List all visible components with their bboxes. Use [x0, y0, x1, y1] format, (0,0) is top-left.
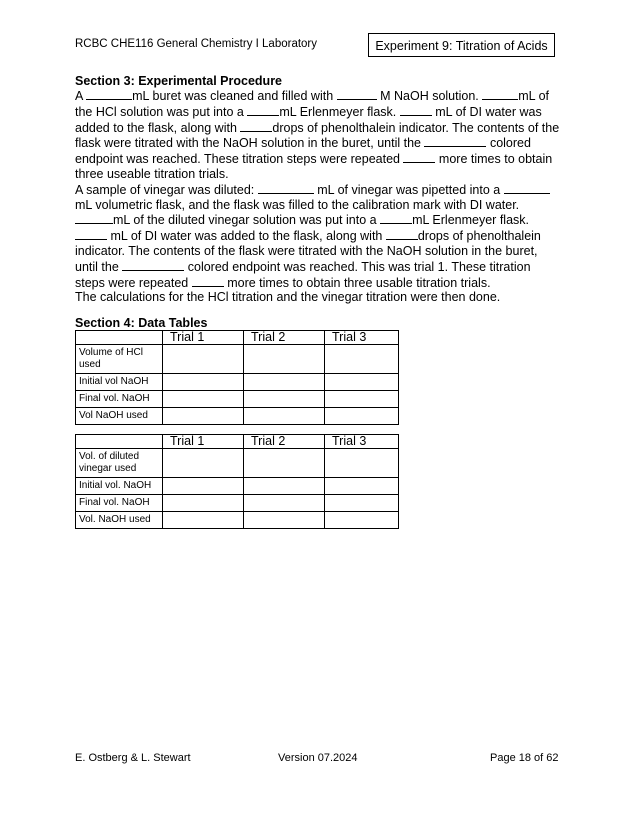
data-cell[interactable]	[244, 495, 325, 512]
data-cell[interactable]	[163, 345, 244, 374]
data-cell[interactable]	[325, 478, 399, 495]
vinegar-data-table	[75, 434, 399, 529]
blank	[337, 88, 377, 100]
text: M NaOH solution.	[376, 89, 483, 103]
row-label: Final vol. NaOH	[76, 391, 163, 408]
data-cell[interactable]	[325, 449, 399, 478]
footer-page-number: Page 18 of 62	[490, 752, 559, 764]
data-cell[interactable]	[325, 391, 399, 408]
blank	[504, 182, 550, 194]
data-cell[interactable]	[244, 345, 325, 374]
header-trial-3: Trial 3	[325, 331, 399, 345]
data-cell[interactable]	[244, 408, 325, 425]
table-row	[76, 449, 399, 478]
row-label: Volume of HCl used	[76, 345, 163, 374]
text: mL of DI water was added to the flask, along with	[75, 104, 542, 135]
blank	[122, 259, 184, 271]
table-row	[76, 374, 399, 391]
data-cell[interactable]	[325, 408, 399, 425]
header-empty-cell	[76, 331, 163, 345]
row-label: Initial vol NaOH	[76, 374, 163, 391]
blank	[247, 104, 279, 116]
blank	[240, 120, 272, 132]
footer-version: Version 07.2024	[278, 752, 358, 764]
data-cell[interactable]	[163, 478, 244, 495]
blank	[192, 275, 224, 287]
table-header-row	[76, 435, 399, 449]
section3-title: Section 3: Experimental Procedure	[75, 74, 283, 88]
section3-procedure	[75, 88, 560, 305]
data-cell[interactable]	[244, 512, 325, 529]
row-label: Vol. NaOH used	[76, 512, 163, 529]
data-cell[interactable]	[325, 495, 399, 512]
blank	[75, 228, 107, 240]
table-header-row	[76, 331, 399, 345]
blank	[424, 135, 486, 147]
text: mL of DI water was added to the flask, along with	[107, 229, 386, 244]
table-row	[76, 345, 399, 374]
data-cell[interactable]	[244, 391, 325, 408]
data-cell[interactable]	[163, 408, 244, 425]
footer-authors: E. Ostberg & L. Stewart	[75, 752, 191, 764]
blank	[380, 212, 412, 224]
data-cell[interactable]	[244, 374, 325, 391]
text: mL buret was cleaned and filled with	[132, 89, 337, 103]
procedure-hcl-paragraph	[75, 88, 560, 182]
blank	[258, 182, 314, 194]
data-cell[interactable]	[244, 449, 325, 478]
data-cell[interactable]	[163, 391, 244, 408]
data-cell[interactable]	[325, 345, 399, 374]
data-cell[interactable]	[163, 512, 244, 529]
header-experiment-box: Experiment 9: Titration of Acids	[368, 33, 555, 57]
text: drops of phenolthalein indicator. The contents of the flask were titrated with the NaOH solution in the buret, until the	[75, 120, 560, 151]
text: colored endpoint was reached. These titration steps were repeated	[75, 136, 531, 167]
procedure-calculations-paragraph: The calculations for the HCl titration and the vinegar titration were then done.	[75, 290, 501, 305]
row-label: Final vol. NaOH	[76, 495, 163, 512]
section4-title: Section 4: Data Tables	[75, 316, 208, 330]
row-label: Initial vol. NaOH	[76, 478, 163, 495]
data-cell[interactable]	[163, 449, 244, 478]
blank	[386, 228, 418, 240]
table-row	[76, 478, 399, 495]
table-row	[76, 408, 399, 425]
text: colored endpoint was reached. This was trial 1. These titration steps were repeated	[75, 259, 531, 290]
text: mL of vinegar was pipetted into a	[313, 182, 504, 197]
data-cell[interactable]	[244, 478, 325, 495]
text: mL of the diluted vinegar solution was put into a	[113, 213, 381, 228]
text: mL of the HCl solution was put into a	[75, 89, 550, 119]
row-label: Vol NaOH used	[76, 408, 163, 425]
header-trial-3: Trial 3	[325, 435, 399, 449]
data-cell[interactable]	[163, 495, 244, 512]
text: A	[75, 89, 87, 103]
header-trial-1: Trial 1	[163, 435, 244, 449]
text: mL Erlenmeyer flask.	[279, 104, 400, 119]
text: more times to obtain three usable titration trials.	[223, 275, 491, 290]
data-cell[interactable]	[325, 512, 399, 529]
data-cell[interactable]	[325, 374, 399, 391]
hcl-data-table	[75, 330, 399, 425]
table-row	[76, 512, 399, 529]
text: more times to obtain three useable titration trials.	[75, 152, 553, 181]
blank	[400, 104, 432, 116]
text: A sample of vinegar was diluted:	[75, 182, 258, 197]
text: mL volumetric flask, and the flask was filled to the calibration mark with DI water.	[75, 197, 520, 212]
blank	[403, 151, 435, 163]
blank	[75, 212, 113, 224]
procedure-vinegar-paragraph	[75, 182, 560, 291]
text: drops of phenolthalein indicator. The contents of the flask were titrated with the NaOH solution in the buret, until the	[75, 229, 541, 274]
text: mL Erlenmeyer flask.	[412, 213, 529, 228]
row-label: Vol. of diluted vinegar used	[76, 449, 163, 478]
table-row	[76, 495, 399, 512]
blank	[482, 88, 518, 100]
data-cell[interactable]	[163, 374, 244, 391]
header-trial-1: Trial 1	[163, 331, 244, 345]
header-course: RCBC CHE116 General Chemistry I Laboratory	[75, 38, 318, 50]
table-row	[76, 391, 399, 408]
header-trial-2: Trial 2	[244, 435, 325, 449]
header-empty-cell	[76, 435, 163, 449]
header-trial-2: Trial 2	[244, 331, 325, 345]
blank	[86, 88, 132, 100]
